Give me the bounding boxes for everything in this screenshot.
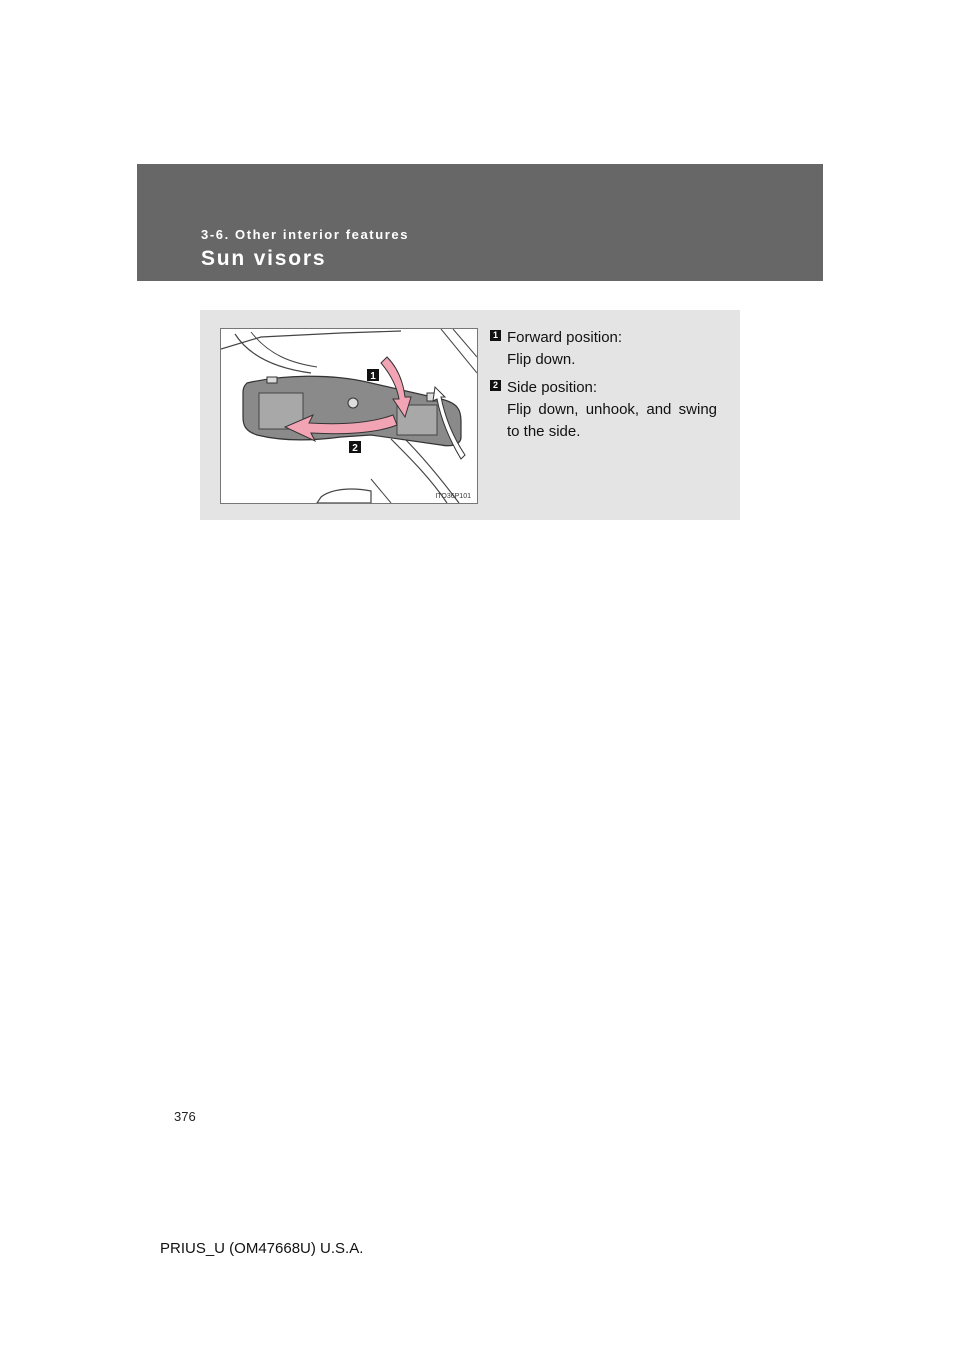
callout-1-label: 1 xyxy=(370,371,376,382)
content-panel xyxy=(200,310,740,520)
section-header xyxy=(137,164,823,281)
step-2-badge: 2 xyxy=(490,380,501,391)
figure-code: ITO36P101 xyxy=(435,493,471,500)
step-list xyxy=(492,327,717,449)
document-code: PRIUS_U (OM47668U) U.S.A. xyxy=(160,1240,364,1257)
sun-visor-drawing xyxy=(221,329,477,503)
section-label: 3-6. Other interior features xyxy=(201,227,410,242)
step-forward-position xyxy=(492,327,717,371)
callout-2-label: 2 xyxy=(352,443,358,454)
step-detail: Flip down, unhook, and swing to the side. xyxy=(507,401,717,440)
step-detail: Flip down. xyxy=(507,351,576,368)
sun-visor-illustration xyxy=(220,328,478,504)
page-number: 376 xyxy=(174,1109,196,1124)
step-1-badge: 1 xyxy=(490,330,501,341)
page-title: Sun visors xyxy=(201,247,327,270)
step-title: Forward position: xyxy=(507,329,623,346)
step-title: Side position: xyxy=(507,379,598,396)
step-side-position xyxy=(492,377,717,443)
